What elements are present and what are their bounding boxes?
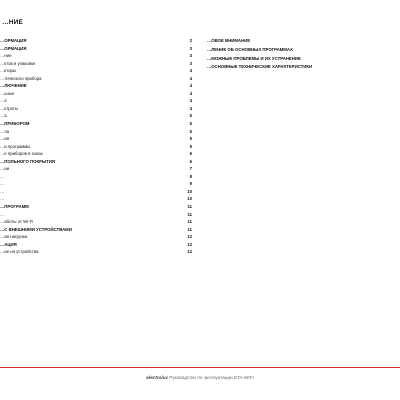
toc-entry[interactable] — [0, 218, 194, 226]
toc-entry[interactable] — [0, 173, 194, 181]
toc-entry-page: 11 — [187, 219, 192, 225]
footer — [0, 375, 400, 380]
toc-entry[interactable] — [0, 135, 194, 143]
toc-entry[interactable] — [0, 45, 194, 53]
toc-entry-page: 5 — [189, 128, 192, 134]
page-heading: …НИЕ — [2, 19, 24, 26]
toc-entry-title: …а — [0, 113, 7, 119]
toc-entry-title: …ая нагрузка — [0, 234, 28, 240]
toc-entry-page: 6 — [189, 158, 192, 164]
toc-entry[interactable] — [0, 188, 194, 196]
toc-entry[interactable] — [0, 143, 194, 151]
toc-entry-page: 11 — [187, 211, 192, 217]
toc-entry[interactable] — [0, 75, 194, 83]
footer-divider — [0, 367, 400, 368]
toc-entry[interactable] — [0, 120, 194, 128]
toc-entry-title: …ии — [0, 166, 10, 172]
toc-entry[interactable] — [0, 67, 194, 75]
toc-entry-page: 4 — [189, 83, 192, 89]
toc-entry[interactable] — [0, 203, 194, 211]
toc-left-column — [0, 37, 194, 256]
toc-entry-page: 12 — [187, 234, 192, 240]
toc-entry-page: 5 — [189, 113, 192, 119]
toc-entry-page: 5 — [189, 121, 192, 127]
toc-entry[interactable] — [0, 90, 194, 98]
toc-entry-title: … — [0, 173, 5, 179]
toc-entry-title: …кторы — [0, 68, 17, 74]
toc-entry-page: 8 — [189, 173, 192, 179]
toc-entry-title: …ла — [0, 128, 10, 134]
toc-entry-title: …ПРИБОРОМ — [0, 121, 30, 127]
toc-entry-title: …ние — [0, 53, 12, 59]
toc-entry-page: 4 — [189, 68, 192, 74]
toc-entry-title: …ПРОГРАММ — [0, 204, 29, 210]
toc-entry[interactable] — [0, 150, 194, 158]
toc-entry-title: …ОРМАЦИЯ — [0, 38, 27, 43]
toc-entry-page: 3 — [189, 60, 192, 66]
toc-entry[interactable] — [0, 128, 194, 136]
toc-entry-page: 12 — [187, 241, 192, 247]
toc-entry-page: 4 — [189, 98, 192, 104]
toc-entry-title: …аботы от Wi-Fi — [0, 219, 34, 225]
toc-entry[interactable] — [0, 211, 194, 219]
toc-entry[interactable] — [0, 248, 194, 256]
toc-entry[interactable] — [0, 241, 194, 249]
toc-entry-title: … — [0, 188, 5, 194]
toc-entry-title: …ОРМАЦИЯ — [0, 45, 27, 51]
toc-entry[interactable] — [0, 165, 194, 173]
toc-right-column — [207, 37, 397, 72]
toc-entry[interactable] — [0, 82, 194, 90]
toc-entry-page: 4 — [189, 75, 192, 81]
toc-entry-title: …е приборов в зонах — [0, 151, 43, 157]
toc-entry-title: … — [0, 196, 5, 202]
toc-entry[interactable] — [0, 180, 194, 188]
toc-entry[interactable] — [0, 112, 194, 120]
toc-entry-page: 10 — [187, 196, 192, 202]
toc-entry[interactable] — [0, 60, 194, 68]
toc-entry-page: 4 — [189, 90, 192, 96]
toc-entry[interactable]: …ОВОЕ ВНИМАНИЕ — [207, 38, 251, 43]
toc-entry[interactable] — [0, 52, 194, 60]
toc-entry-page: 10 — [187, 188, 192, 194]
toc-entry-title: …ия — [0, 136, 10, 142]
toc-entry-title: …ЛЮЧЕНИЕ — [0, 83, 27, 89]
toc-entry-title: …ие на устройства — [0, 249, 39, 255]
toc-entry-page: 3 — [189, 45, 192, 51]
toc-entry[interactable]: …ЛЕНИЕ ОБ ОСНОВНЫХ ПРОГРАММАХ — [207, 46, 293, 52]
toc-entry-page: 12 — [187, 249, 192, 255]
footer-text: Руководство по эксплуатации ETA-WIFI — [169, 375, 254, 380]
toc-entry-page: 5 — [189, 136, 192, 142]
footer-brand: electrolux — [146, 375, 168, 380]
toc-entry-title: …АЦИЯ — [0, 241, 17, 247]
toc-entry-title: …ктов в упаковке — [0, 60, 36, 66]
toc-entry[interactable] — [0, 105, 194, 113]
toc-entry-page: 6 — [189, 151, 192, 157]
toc-entry-page: 4 — [189, 105, 192, 111]
toc-entry-title: … — [0, 181, 5, 187]
toc-entry[interactable] — [0, 226, 194, 234]
toc-entry-title: …тического прибора — [0, 75, 42, 81]
toc-entry-title: …С ВНЕШНИМИ УСТРОЙСТВАМИ — [0, 226, 72, 232]
toc-entry-page: 11 — [187, 204, 192, 210]
toc-entry-title: …ктроты — [0, 105, 18, 111]
toc-entry-title: …и программы — [0, 143, 31, 149]
toc-entry[interactable] — [0, 158, 194, 166]
toc-entry[interactable] — [0, 97, 194, 105]
toc-entry-page: 9 — [189, 181, 192, 187]
toc-entry[interactable] — [0, 195, 194, 203]
toc-entry[interactable]: …МОЖНЫЕ ПРОБЛЕМЫ И ИХ УСТРАНЕНИЕ — [207, 55, 301, 61]
toc-entry[interactable] — [0, 233, 194, 241]
toc-entry-title: …я — [0, 98, 7, 104]
toc-entry-page: 5 — [189, 143, 192, 149]
toc-entry[interactable]: …ОСНОВНЫЕ ТЕХНИЧЕСКИЕ ХАРАКТЕРИСТИКИ — [207, 64, 313, 70]
toc-entry-title: …ьные — [0, 90, 15, 96]
toc-entry-page: 11 — [187, 226, 192, 232]
toc-entry-title: … — [0, 211, 5, 217]
toc-entry[interactable] — [0, 37, 194, 45]
toc-entry-page: 3 — [189, 53, 192, 59]
toc-entry-page: 7 — [189, 166, 192, 172]
toc-entry-page: 2 — [189, 38, 192, 43]
toc-entry-title: …ПОЛЬНОГО ПОКРЫТИЯ — [0, 158, 56, 164]
